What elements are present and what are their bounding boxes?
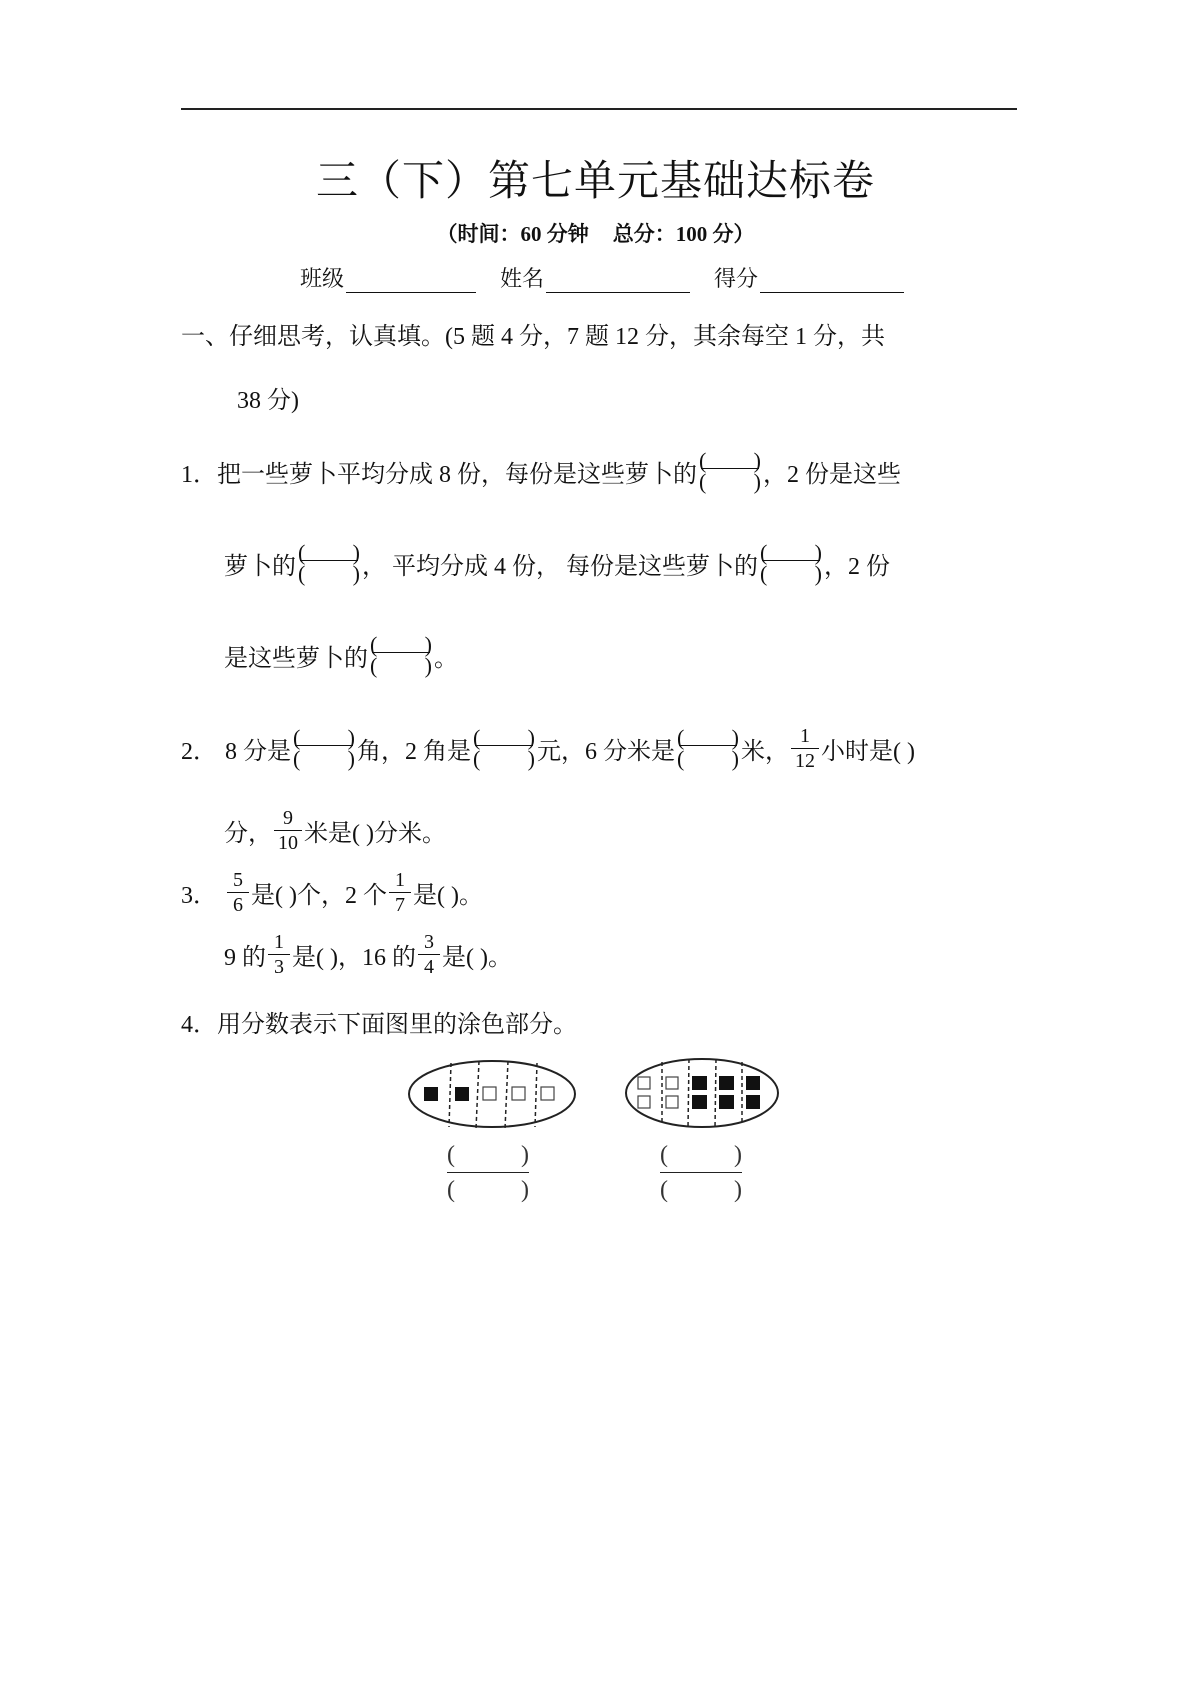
figure-2-answer-blank[interactable]: ( ) ( ) <box>660 1141 742 1203</box>
question-text: ，2 份是这些 <box>763 462 901 488</box>
question-text: 分， <box>224 821 272 847</box>
question-text: 米， <box>741 739 789 765</box>
top-rule <box>181 108 1017 110</box>
question-text: 萝卜的 <box>224 554 296 580</box>
fraction-5-6: $\frac{5}{6}$ <box>227 868 249 917</box>
fraction-1-7: $\frac{1}{7}$ <box>389 868 411 917</box>
question-text: 小时是( ) <box>821 739 915 765</box>
figure-1-answer-blank[interactable]: ( ) ( ) <box>447 1141 529 1203</box>
score-input[interactable] <box>760 268 904 293</box>
exam-subtitle <box>0 218 1191 248</box>
page-title: 三（下）第七单元基础达标卷 <box>315 156 875 205</box>
question-1-line3 <box>224 632 458 679</box>
name-field <box>500 262 690 293</box>
question-3-line1 <box>181 868 483 917</box>
question-text: 是这些萝卜的 <box>224 646 368 672</box>
question-text: 用分数表示下面图里的涂色部分。 <box>217 1012 577 1038</box>
section-heading-cont <box>237 380 299 415</box>
question-text: 元，6 分米是 <box>537 739 675 765</box>
oval-five-parts-two-shaded-diagram <box>404 1057 580 1131</box>
class-label: 班级 <box>300 266 345 291</box>
figure-oval-1 <box>404 1057 580 1131</box>
fraction-blank[interactable]: ( ) ( ) <box>370 632 432 678</box>
question-text: 9 的 <box>224 945 266 971</box>
score-field <box>714 262 904 293</box>
class-input[interactable] <box>346 268 476 293</box>
question-text: 把一些萝卜平均分成 8 份，每份是这些萝卜的 <box>217 462 697 488</box>
section-heading-line1: 一、仔细思考，认真填。(5 题 4 分，7 题 12 分，其余每空 1 分，共 <box>181 324 885 350</box>
question-number: 4． <box>181 1012 217 1038</box>
question-number: 3． <box>181 883 217 909</box>
question-text: 角，2 角是 <box>357 739 471 765</box>
student-info-row <box>300 262 904 293</box>
question-text: 8 分是 <box>225 739 291 765</box>
question-1-line2 <box>224 540 890 587</box>
question-text: ，2 份 <box>824 554 890 580</box>
question-text: ， 平均分成 4 份， 每份是这些萝卜的 <box>362 554 758 580</box>
fraction-blank[interactable]: ( ) ( ) <box>298 540 360 586</box>
fraction-blank[interactable]: ( ) ( ) <box>760 540 822 586</box>
figure-oval-2 <box>622 1055 782 1131</box>
total-score: 总分：100 分） <box>612 222 755 246</box>
fraction-blank[interactable]: ( ) ( ) <box>473 725 535 771</box>
question-text: 是( )个，2 个 <box>251 883 387 909</box>
section-heading-line2: 38 分) <box>237 388 299 414</box>
question-number: 2． <box>181 739 217 765</box>
question-1-line1 <box>181 448 901 495</box>
question-text: 是( )。 <box>441 945 512 971</box>
time-limit: （时间：60 分钟 <box>436 222 589 246</box>
fraction-blank[interactable]: ( ) ( ) <box>293 725 355 771</box>
question-3-line2 <box>224 930 512 979</box>
question-number: 1． <box>181 462 217 488</box>
fraction-blank[interactable]: ( ) ( ) <box>677 725 739 771</box>
question-4 <box>181 1004 577 1039</box>
question-text: 是( )，16 的 <box>292 945 416 971</box>
score-label: 得分 <box>714 266 759 291</box>
section-heading <box>181 316 885 351</box>
oval-five-parts-three-shaded-diagram <box>622 1055 782 1131</box>
question-text: 米是( )分米。 <box>304 821 446 847</box>
fraction-blank[interactable]: ( ) ( ) <box>699 448 761 494</box>
name-label: 姓名 <box>500 266 545 291</box>
question-2-line2 <box>224 806 446 855</box>
fraction-1-12: $\frac{1}{12}$ <box>791 724 819 773</box>
fraction-9-10: $\frac{9}{10}$ <box>274 806 302 855</box>
question-2-line1 <box>181 724 915 773</box>
fraction-1-3: $\frac{1}{3}$ <box>268 930 290 979</box>
question-text: 是( )。 <box>412 883 483 909</box>
fraction-3-4: $\frac{3}{4}$ <box>418 930 440 979</box>
class-field <box>300 262 476 293</box>
question-text: 。 <box>434 646 458 672</box>
name-input[interactable] <box>546 268 690 293</box>
